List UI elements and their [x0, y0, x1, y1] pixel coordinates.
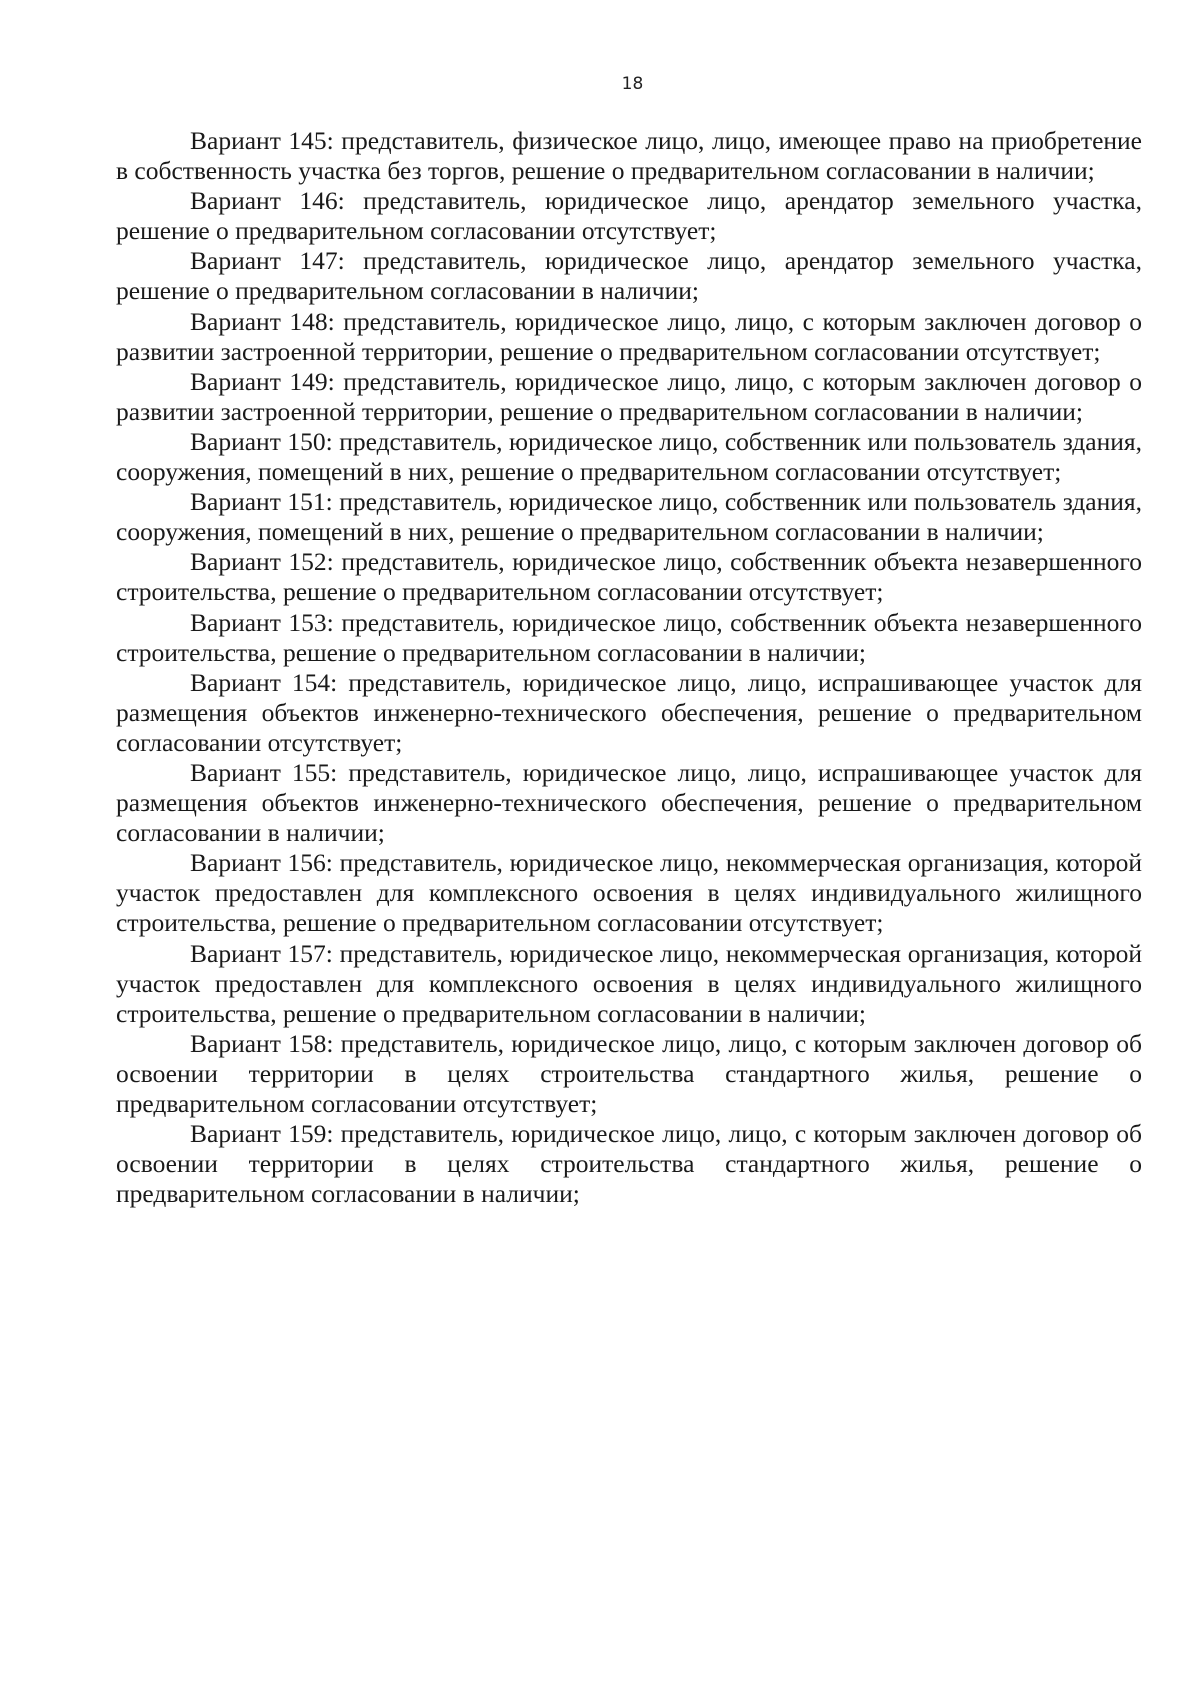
- paragraph-variant-145: Вариант 145: представитель, физическое лицо, лицо, имеющее право на приобретение в собственность участка без торгов, решение о предварительном согласовании в наличии;: [116, 126, 1142, 186]
- paragraph-variant-148: Вариант 148: представитель, юридическое лицо, лицо, с которым заключен договор о развитии застроенной территории, решение о предварительном согласовании отсутствует;: [116, 306, 1142, 366]
- paragraph-variant-157: Вариант 157: представитель, юридическое лицо, некоммерческая организация, которой участок предоставлен для комплексного освоения в целях индивидуального жилищного строительства, решение о предварительном согласовании в наличии;: [116, 938, 1142, 1028]
- paragraph-variant-149: Вариант 149: представитель, юридическое лицо, лицо, с которым заключен договор о развитии застроенной территории, решение о предварительном согласовании в наличии;: [116, 366, 1142, 426]
- page-number: 18: [621, 74, 644, 94]
- document-body: [116, 126, 1142, 1209]
- paragraph-variant-152: Вариант 152: представитель, юридическое лицо, собственник объекта незавершенного строительства, решение о предварительном согласовании отсутствует;: [116, 547, 1142, 607]
- paragraph-variant-159: Вариант 159: представитель, юридическое лицо, лицо, с которым заключен договор об освоении территории в целях строительства стандартного жилья, решение о предварительном согласовании в наличии;: [116, 1119, 1142, 1209]
- paragraph-variant-154: Вариант 154: представитель, юридическое лицо, лицо, испрашивающее участок для размещения объектов инженерно-технического обеспечения, решение о предварительном согласовании отсутствует;: [116, 667, 1142, 757]
- paragraph-variant-156: Вариант 156: представитель, юридическое лицо, некоммерческая организация, которой участок предоставлен для комплексного освоения в целях индивидуального жилищного строительства, решение о предварительном согласовании отсутствует;: [116, 848, 1142, 938]
- paragraph-variant-146: Вариант 146: представитель, юридическое лицо, арендатор земельного участка, решение о предварительном согласовании отсутствует;: [116, 186, 1142, 246]
- paragraph-variant-150: Вариант 150: представитель, юридическое лицо, собственник или пользователь здания, сооружения, помещений в них, решение о предварительном согласовании отсутствует;: [116, 426, 1142, 487]
- paragraph-variant-155: Вариант 155: представитель, юридическое лицо, лицо, испрашивающее участок для размещения объектов инженерно-технического обеспечения, решение о предварительном согласовании в наличии;: [116, 757, 1142, 848]
- paragraph-variant-153: Вариант 153: представитель, юридическое лицо, собственник объекта незавершенного строительства, решение о предварительном согласовании в наличии;: [116, 607, 1142, 667]
- paragraph-variant-158: Вариант 158: представитель, юридическое лицо, лицо, с которым заключен договор об освоении территории в целях строительства стандартного жилья, решение о предварительном согласовании отсутствует;: [116, 1028, 1142, 1118]
- paragraph-variant-151: Вариант 151: представитель, юридическое лицо, собственник или пользователь здания, сооружения, помещений в них, решение о предварительном согласовании в наличии;: [116, 487, 1142, 547]
- paragraph-variant-147: Вариант 147: представитель, юридическое лицо, арендатор земельного участка, решение о предварительном согласовании в наличии;: [116, 246, 1142, 306]
